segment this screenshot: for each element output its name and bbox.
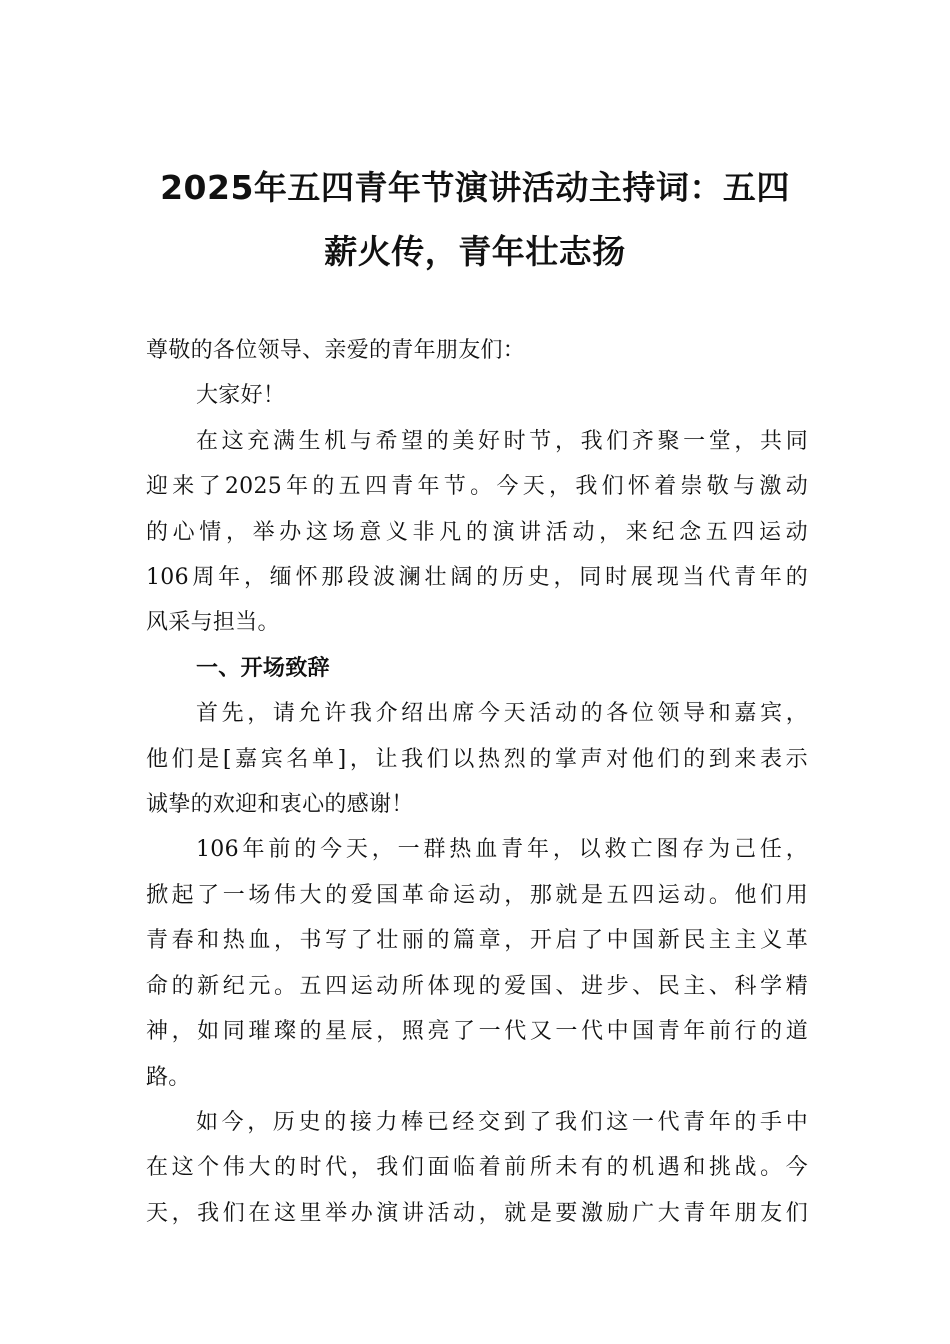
paragraph-line: 在这个伟大的时代，我们面临着前所未有的机遇和挑战。今: [146, 1155, 808, 1181]
title-line-1: 2025年五四青年节演讲活动主持词：五四: [160, 168, 790, 207]
paragraph-line: 如今，历史的接力棒已经交到了我们这一代青年的手中: [196, 1109, 808, 1135]
paragraph-line: 路。: [146, 1064, 191, 1090]
paragraph-line: 106周年，缅怀那段波澜壮阔的历史，同时展现当代青年的: [146, 565, 808, 591]
paragraph-line: 106年前的今天，一群热血青年，以救亡图存为己任，: [196, 837, 808, 863]
paragraph-line: 天，我们在这里举办演讲活动，就是要激励广大青年朋友们: [146, 1200, 808, 1226]
paragraph-line: 首先，请允许我介绍出席今天活动的各位领导和嘉宾，: [196, 701, 808, 727]
greeting-line: 大家好！: [196, 383, 286, 409]
document-body: [146, 328, 808, 1236]
paragraph-line: 诚挚的欢迎和衷心的感谢！: [146, 792, 414, 818]
paragraph-line: 的心情，举办这场意义非凡的演讲活动，来纪念五四运动: [146, 519, 808, 545]
paragraph-line: 他们是[嘉宾名单]，让我们以热烈的掌声对他们的到来表示: [146, 746, 808, 772]
document-title: [145, 156, 805, 284]
paragraph-line: 在这充满生机与希望的美好时节，我们齐聚一堂，共同: [196, 428, 808, 454]
salutation-line: 尊敬的各位领导、亲爱的青年朋友们：: [146, 338, 526, 363]
paragraph-line: 迎来了2025年的五四青年节。今天，我们怀着崇敬与激动: [146, 474, 808, 500]
title-line-2: 薪火传，青年壮志扬: [324, 232, 626, 271]
paragraph-line: 风采与担当。: [146, 610, 280, 636]
section-heading: 一、开场致辞: [196, 655, 330, 681]
paragraph-line: 神，如同璀璨的星辰，照亮了一代又一代中国青年前行的道: [146, 1019, 808, 1045]
paragraph-line: 命的新纪元。五四运动所体现的爱国、进步、民主、科学精: [146, 973, 808, 999]
paragraph-line: 青春和热血，书写了壮丽的篇章，开启了中国新民主主义革: [146, 928, 808, 954]
paragraph-line: 掀起了一场伟大的爱国革命运动，那就是五四运动。他们用: [146, 882, 808, 908]
